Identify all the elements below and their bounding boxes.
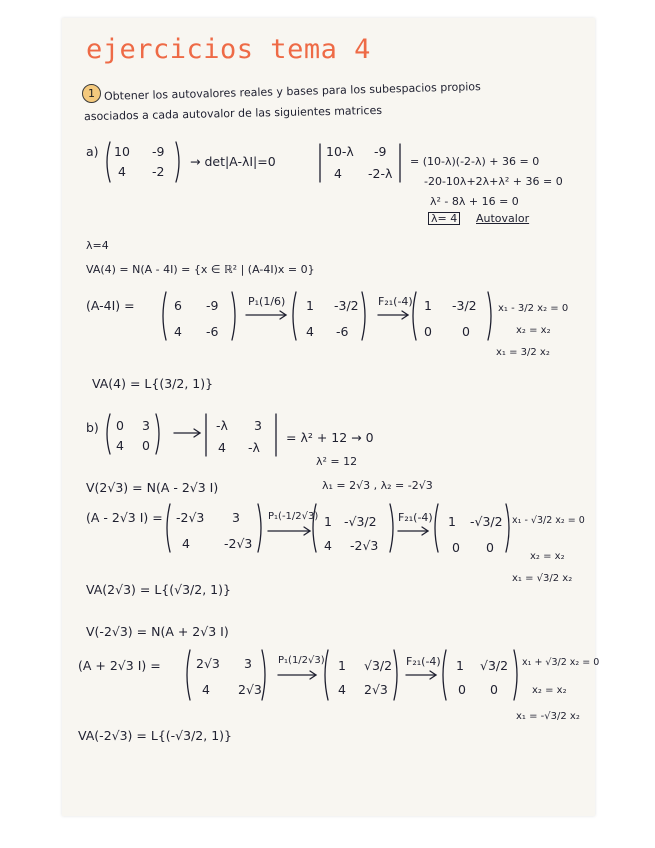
part-b-det-cell: 4: [218, 440, 226, 455]
part-a-det-cell: 4: [334, 166, 342, 181]
part-b-m2-cell: -2√3: [350, 538, 379, 553]
part-b-n1-cell: 2√3: [238, 682, 262, 697]
part-b-matrix-cell: 4: [116, 438, 124, 453]
part-a-m3-cell: -3/2: [452, 298, 477, 313]
part-a-det-arrow: → det|A-λI|=0: [190, 154, 276, 169]
part-b-matrix-brackets: [104, 412, 164, 460]
part-b-m3-brackets: [432, 502, 514, 556]
exercise-statement-line1: Obtener los autovalores reales y bases para los subespacios propios: [103, 80, 481, 103]
part-a-op1: P₁(1/6): [248, 295, 286, 308]
part-b-sub2: V(-2√3) = N(A + 2√3 I): [86, 624, 229, 639]
part-a-subspace: VA(4) = N(A - 4I) = {x ∈ ℝ² | (A-4I)x = 0}: [86, 263, 315, 276]
part-b-basis2: VA(-2√3) = L{(-√3/2, 1)}: [78, 728, 232, 743]
part-a-det-cell: -2-λ: [368, 166, 393, 181]
part-b-eq2: λ² = 12: [316, 455, 358, 468]
part-a-eigenvalue-label: Autovalor: [476, 212, 530, 225]
part-a-m1-brackets: [160, 290, 240, 344]
part-b-n3-cell: 0: [458, 682, 466, 697]
part-b-n3-brackets: [440, 648, 522, 704]
exercise-number: 1: [82, 84, 101, 103]
part-b-nop1: P₁(1/2√3): [278, 655, 325, 666]
page-title: ejercicios tema 4: [86, 34, 371, 65]
part-b-m1-cell: -2√3: [176, 510, 205, 525]
part-b-nop2: F₂₁(-4): [406, 655, 441, 668]
part-a-det-cell: -9: [374, 144, 387, 159]
part-b-m2-cell: 4: [324, 538, 332, 553]
part-a-eq1: = (10-λ)(-2-λ) + 36 = 0: [410, 155, 540, 168]
part-b-roots: λ₁ = 2√3 , λ₂ = -2√3: [322, 479, 433, 492]
part-b-n1-cell: 2√3: [196, 656, 220, 671]
part-b-arrow: [172, 428, 204, 438]
part-b-matrix-cell: 3: [142, 418, 150, 433]
part-a-sol3: x₁ = 3/2 x₂: [496, 347, 550, 358]
part-b-matrix-cell: 0: [116, 418, 124, 433]
part-a-matrix-cell: -2: [152, 164, 165, 179]
part-b-sol1: x₁ - √3/2 x₂ = 0: [512, 515, 585, 526]
part-a-sol2: x₂ = x₂: [516, 325, 551, 336]
part-b-n1-cell: 3: [244, 656, 252, 671]
part-b-op2: F₂₁(-4): [398, 511, 433, 524]
part-a-m2-cell: 4: [306, 324, 314, 339]
part-b-m3-cell: 1: [448, 514, 456, 529]
part-a-lambda: λ=4: [86, 239, 109, 252]
part-a-m3-cell: 1: [424, 298, 432, 313]
part-b-arrow3: [276, 670, 320, 680]
part-b-nsol1: x₁ + √3/2 x₂ = 0: [522, 657, 600, 668]
part-a-det-cell: 10-λ: [326, 144, 354, 159]
part-a-sol1: x₁ - 3/2 x₂ = 0: [498, 303, 569, 314]
part-b-lhs1: (A - 2√3 I) =: [86, 510, 163, 525]
part-a-eq2: -20-10λ+2λ+λ² + 36 = 0: [424, 175, 563, 188]
part-a-matrix-cell: 10: [114, 144, 130, 159]
part-b-m3-cell: 0: [452, 540, 460, 555]
part-a-matrix-cell: 4: [118, 164, 126, 179]
part-b-nsol2: x₂ = x₂: [532, 685, 567, 696]
part-a-lhs: (A-4I) =: [86, 298, 135, 313]
part-b-m1-cell: -2√3: [224, 536, 253, 551]
part-b-eq1: = λ² + 12 → 0: [286, 430, 374, 445]
part-b-nsol3: x₁ = -√3/2 x₂: [516, 711, 580, 722]
part-a-m3-cell: 0: [424, 324, 432, 339]
exercise-statement-line2: asociados a cada autovalor de las siguientes matrices: [83, 103, 383, 124]
part-b-sol2: x₂ = x₂: [530, 551, 565, 562]
part-a-m2-cell: -6: [336, 324, 349, 339]
part-b-n3-cell: √3/2: [480, 658, 509, 673]
part-b-arrow1: [266, 526, 314, 536]
part-a-m3-cell: 0: [462, 324, 470, 339]
part-b-n2-cell: 1: [338, 658, 346, 673]
part-b-m1-cell: 3: [232, 510, 240, 525]
part-a-eq3: λ² - 8λ + 16 = 0: [430, 195, 519, 208]
part-a-m2-cell: 1: [306, 298, 314, 313]
part-b-arrow2: [396, 526, 432, 536]
part-b-det-cell: -λ: [248, 440, 260, 455]
part-b-matrix-cell: 0: [142, 438, 150, 453]
part-a-op2: F₂₁(-4): [378, 295, 413, 308]
part-b-m3-cell: -√3/2: [470, 514, 503, 529]
part-a-m1-cell: -9: [206, 298, 219, 313]
part-b-m1-cell: 4: [182, 536, 190, 551]
part-b-n2-brackets: [322, 648, 402, 704]
part-b-n2-cell: 2√3: [364, 682, 388, 697]
part-b-n2-cell: 4: [338, 682, 346, 697]
part-a-arrow2: [376, 310, 412, 320]
part-b-sub1: V(2√3) = N(A - 2√3 I): [86, 480, 219, 495]
part-a-m1-cell: -6: [206, 324, 219, 339]
part-b-basis1: VA(2√3) = L{(√3/2, 1)}: [86, 582, 231, 597]
part-b-n3-cell: 0: [490, 682, 498, 697]
part-b-label: b): [86, 420, 99, 435]
part-b-det-cell: 3: [254, 418, 262, 433]
part-b-det-cell: -λ: [216, 418, 228, 433]
part-b-n2-cell: √3/2: [364, 658, 393, 673]
part-b-arrow4: [404, 670, 440, 680]
part-b-op1: P₁(-1/2√3): [268, 511, 319, 522]
part-b-m2-cell: -√3/2: [344, 514, 377, 529]
part-a-matrix-cell: -9: [152, 144, 165, 159]
part-b-m2-cell: 1: [324, 514, 332, 529]
part-a-basis: VA(4) = L{(3/2, 1)}: [92, 376, 214, 391]
part-b-lhs2: (A + 2√3 I) =: [78, 658, 161, 673]
part-a-m1-cell: 4: [174, 324, 182, 339]
part-a-m1-cell: 6: [174, 298, 182, 313]
part-b-sol3: x₁ = √3/2 x₂: [512, 573, 573, 584]
part-a-arrow1: [244, 310, 290, 320]
part-a-m2-cell: -3/2: [334, 298, 359, 313]
part-b-n3-cell: 1: [456, 658, 464, 673]
part-b-det-bars: [202, 412, 282, 460]
part-a-label: a): [86, 144, 99, 159]
part-a-eigenvalue-boxed: λ= 4: [428, 212, 460, 225]
part-b-m3-cell: 0: [486, 540, 494, 555]
part-b-n1-cell: 4: [202, 682, 210, 697]
